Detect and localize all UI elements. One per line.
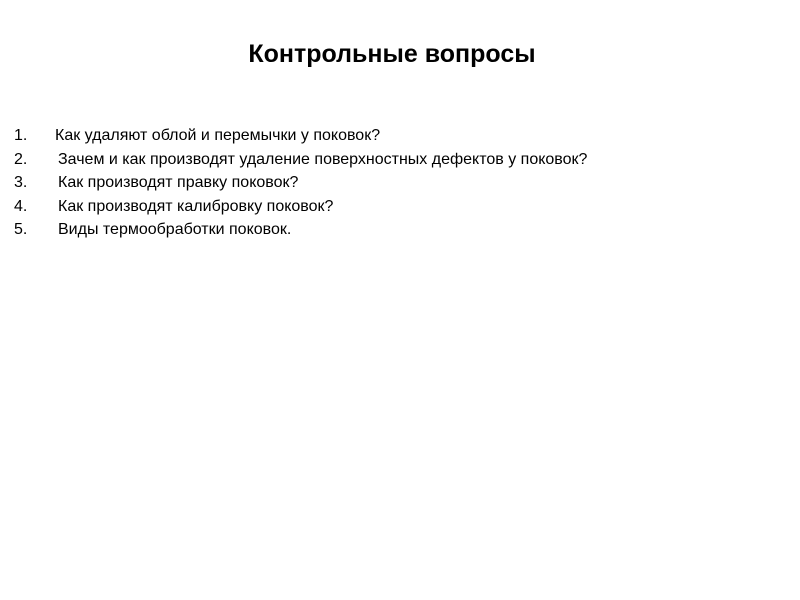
question-item xyxy=(14,195,587,219)
question-item xyxy=(14,218,587,242)
question-list xyxy=(14,124,587,242)
question-item xyxy=(14,148,587,172)
slide-title: Контрольные вопросы xyxy=(248,40,536,68)
question-text: Как производят калибровку поковок? xyxy=(58,197,334,215)
question-item xyxy=(14,124,587,148)
question-number: 4. xyxy=(14,197,28,215)
question-number: 3. xyxy=(14,174,28,191)
question-text: Как производят правку поковок? xyxy=(58,174,299,191)
question-text: Как удаляют облой и перемычки у поковок? xyxy=(55,127,381,144)
question-item xyxy=(14,171,587,195)
question-number: 2. xyxy=(14,150,28,168)
question-text: Зачем и как производят удаление поверхностных дефектов у поковок? xyxy=(58,150,588,168)
question-number: 1. xyxy=(14,127,28,144)
question-text: Виды термообработки поковок. xyxy=(58,221,292,238)
question-number: 5. xyxy=(14,221,28,238)
